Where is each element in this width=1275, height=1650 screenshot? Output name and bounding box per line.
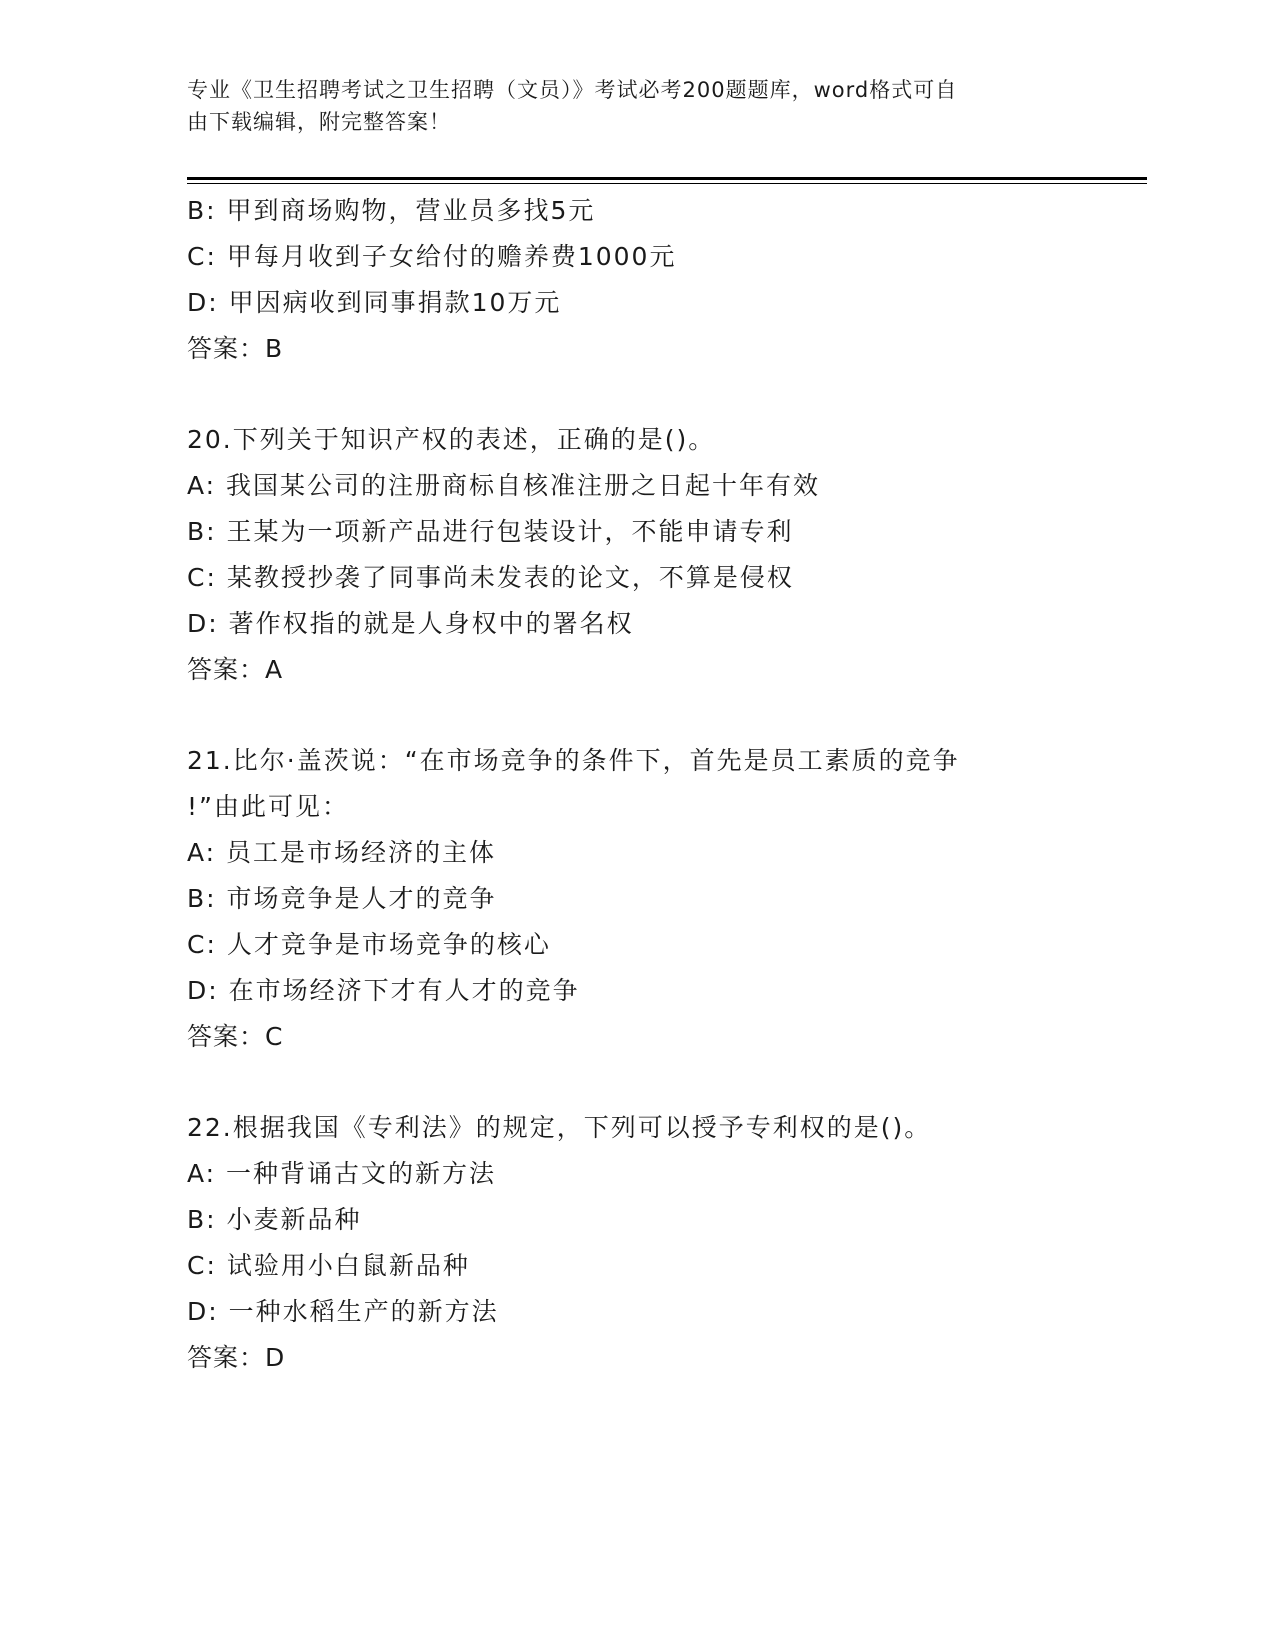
option-d: D: 甲因病收到同事捐款10万元 [187, 288, 562, 317]
question-stem-line-1: 21.比尔·盖茨说：“在市场竞争的条件下，首先是员工素质的竞争 [187, 746, 960, 775]
option-a: A: 员工是市场经济的主体 [187, 838, 497, 867]
option-d: D: 在市场经济下才有人才的竞争 [187, 976, 580, 1005]
header-divider-thin [187, 183, 1147, 184]
answer-label: 答案： [187, 334, 266, 363]
option-d: D: 一种水稻生产的新方法 [187, 1297, 499, 1326]
option-a: A: 一种背诵古文的新方法 [187, 1159, 497, 1188]
question-20 [187, 417, 1087, 693]
answer-value: A [265, 655, 284, 684]
option-c: C: 甲每月收到子女给付的赡养费1000元 [187, 242, 677, 271]
option-a: A: 我国某公司的注册商标自核准注册之日起十年有效 [187, 471, 821, 500]
question-list [187, 188, 1087, 1381]
question-21 [187, 738, 1087, 1060]
answer-label: 答案： [187, 655, 266, 684]
question-22 [187, 1105, 1087, 1381]
header-divider-thick [187, 177, 1147, 180]
header-line-1: 专业《卫生招聘考试之卫生招聘（文员）》考试必考200题题库，word格式可自 [187, 78, 958, 102]
answer-value: B [265, 334, 284, 363]
question-19-continued [187, 188, 1087, 372]
option-b: B: 小麦新品种 [187, 1205, 362, 1234]
answer-line [187, 326, 1087, 372]
answer-label: 答案： [187, 1022, 266, 1051]
answer-label: 答案： [187, 1343, 266, 1372]
answer-line [187, 1335, 1087, 1381]
question-stem: 20.下列关于知识产权的表述，正确的是()。 [187, 425, 716, 454]
option-c: C: 试验用小白鼠新品种 [187, 1251, 470, 1280]
answer-value: C [265, 1022, 284, 1051]
option-b: B: 甲到商场购物，营业员多找5元 [187, 196, 596, 225]
option-d: D: 著作权指的就是人身权中的署名权 [187, 609, 634, 638]
answer-value: D [265, 1343, 286, 1372]
header-line-2: 由下载编辑，附完整答案！ [187, 110, 451, 134]
question-stem-line-2: !”由此可见： [187, 792, 349, 821]
document-header [187, 74, 1067, 138]
question-stem: 22.根据我国《专利法》的规定，下列可以授予专利权的是()。 [187, 1113, 932, 1142]
answer-line [187, 647, 1087, 693]
option-b: B: 市场竞争是人才的竞争 [187, 884, 497, 913]
answer-line [187, 1014, 1087, 1060]
option-b: B: 王某为一项新产品进行包装设计，不能申请专利 [187, 517, 794, 546]
option-c: C: 人才竞争是市场竞争的核心 [187, 930, 551, 959]
option-c: C: 某教授抄袭了同事尚未发表的论文，不算是侵权 [187, 563, 794, 592]
